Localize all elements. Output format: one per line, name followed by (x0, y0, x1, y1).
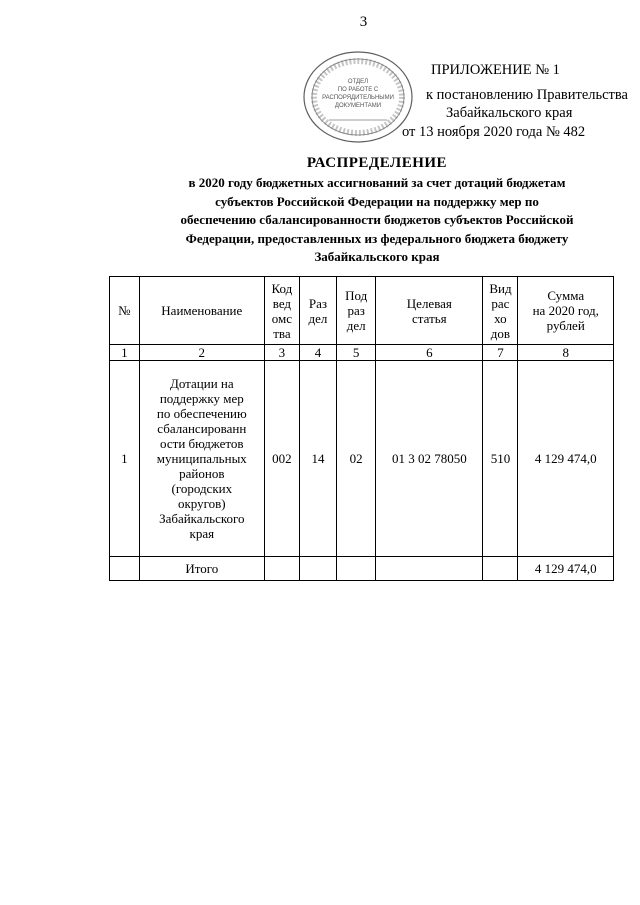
row-summa: 4 129 474,0 (518, 361, 614, 557)
column-number: 7 (483, 345, 518, 361)
row-podrazdel: 02 (337, 361, 376, 557)
stamp-line: ПО РАБОТЕ С (337, 87, 379, 93)
header-vid: Вид рас хо дов (483, 277, 518, 345)
header-ved: Код вед омс тва (264, 277, 299, 345)
header-celevaya: Целевая статья (376, 277, 483, 345)
appendix-block (0, 0, 640, 160)
header-no: № (110, 277, 140, 345)
row-name: Дотации на поддержку мер по обеспечению сбалансированн ости бюджетов муниципальных районов (городских округов) Забайкальского края (139, 361, 264, 557)
document-heading (140, 155, 614, 267)
column-number: 3 (264, 345, 299, 361)
column-number: 6 (376, 345, 483, 361)
heading-title: РАСПРЕДЕЛЕНИЕ (306, 155, 448, 171)
total-label: Итого (139, 557, 264, 581)
header-name: Наименование (139, 277, 264, 345)
appendix-region-line: Забайкальского края (446, 105, 573, 121)
appendix-date-line: от 13 ноября 2020 года № 482 (402, 124, 586, 140)
total-row (110, 557, 614, 581)
column-number: 4 (299, 345, 336, 361)
column-number: 5 (337, 345, 376, 361)
table-header-row (110, 277, 614, 345)
stamp-line: ДОКУМЕНТАМИ (334, 103, 382, 109)
row-celevaya: 01 3 02 78050 (376, 361, 483, 557)
row-ved: 002 (264, 361, 299, 557)
page-number: 3 (359, 14, 368, 30)
heading-line: Забайкальского края (314, 249, 440, 265)
column-number: 1 (110, 345, 140, 361)
row-no: 1 (110, 361, 140, 557)
heading-line: в 2020 году бюджетных ассигнований за счет дотаций бюджетам (188, 175, 566, 190)
row-vid: 510 (483, 361, 518, 557)
allocation-table (109, 276, 614, 581)
appendix-title: ПРИЛОЖЕНИЕ № 1 (431, 62, 560, 78)
column-number: 2 (139, 345, 264, 361)
stamp-line: ОТДЕЛ (347, 79, 369, 85)
row-razdel: 14 (299, 361, 336, 557)
stamp-line: РАСПОРЯДИТЕЛЬНЫМИ (322, 95, 394, 101)
header-podrazdel: Под раз дел (337, 277, 376, 345)
total-summa: 4 129 474,0 (518, 557, 614, 581)
header-summa: Сумма на 2020 год, рублей (518, 277, 614, 345)
heading-line: субъектов Российской Федерации на поддержку мер по (215, 193, 539, 209)
appendix-resolution-line: к постановлению Правительства (426, 87, 628, 103)
column-number-row (110, 345, 614, 361)
table-row (110, 361, 614, 557)
heading-line: обеспечению сбалансированности бюджетов субъектов Российской (180, 212, 574, 228)
header-razdel: Раз дел (299, 277, 336, 345)
column-number: 8 (518, 345, 614, 361)
heading-line: Федерации, предоставленных из федерального бюджета бюджету (185, 230, 569, 246)
